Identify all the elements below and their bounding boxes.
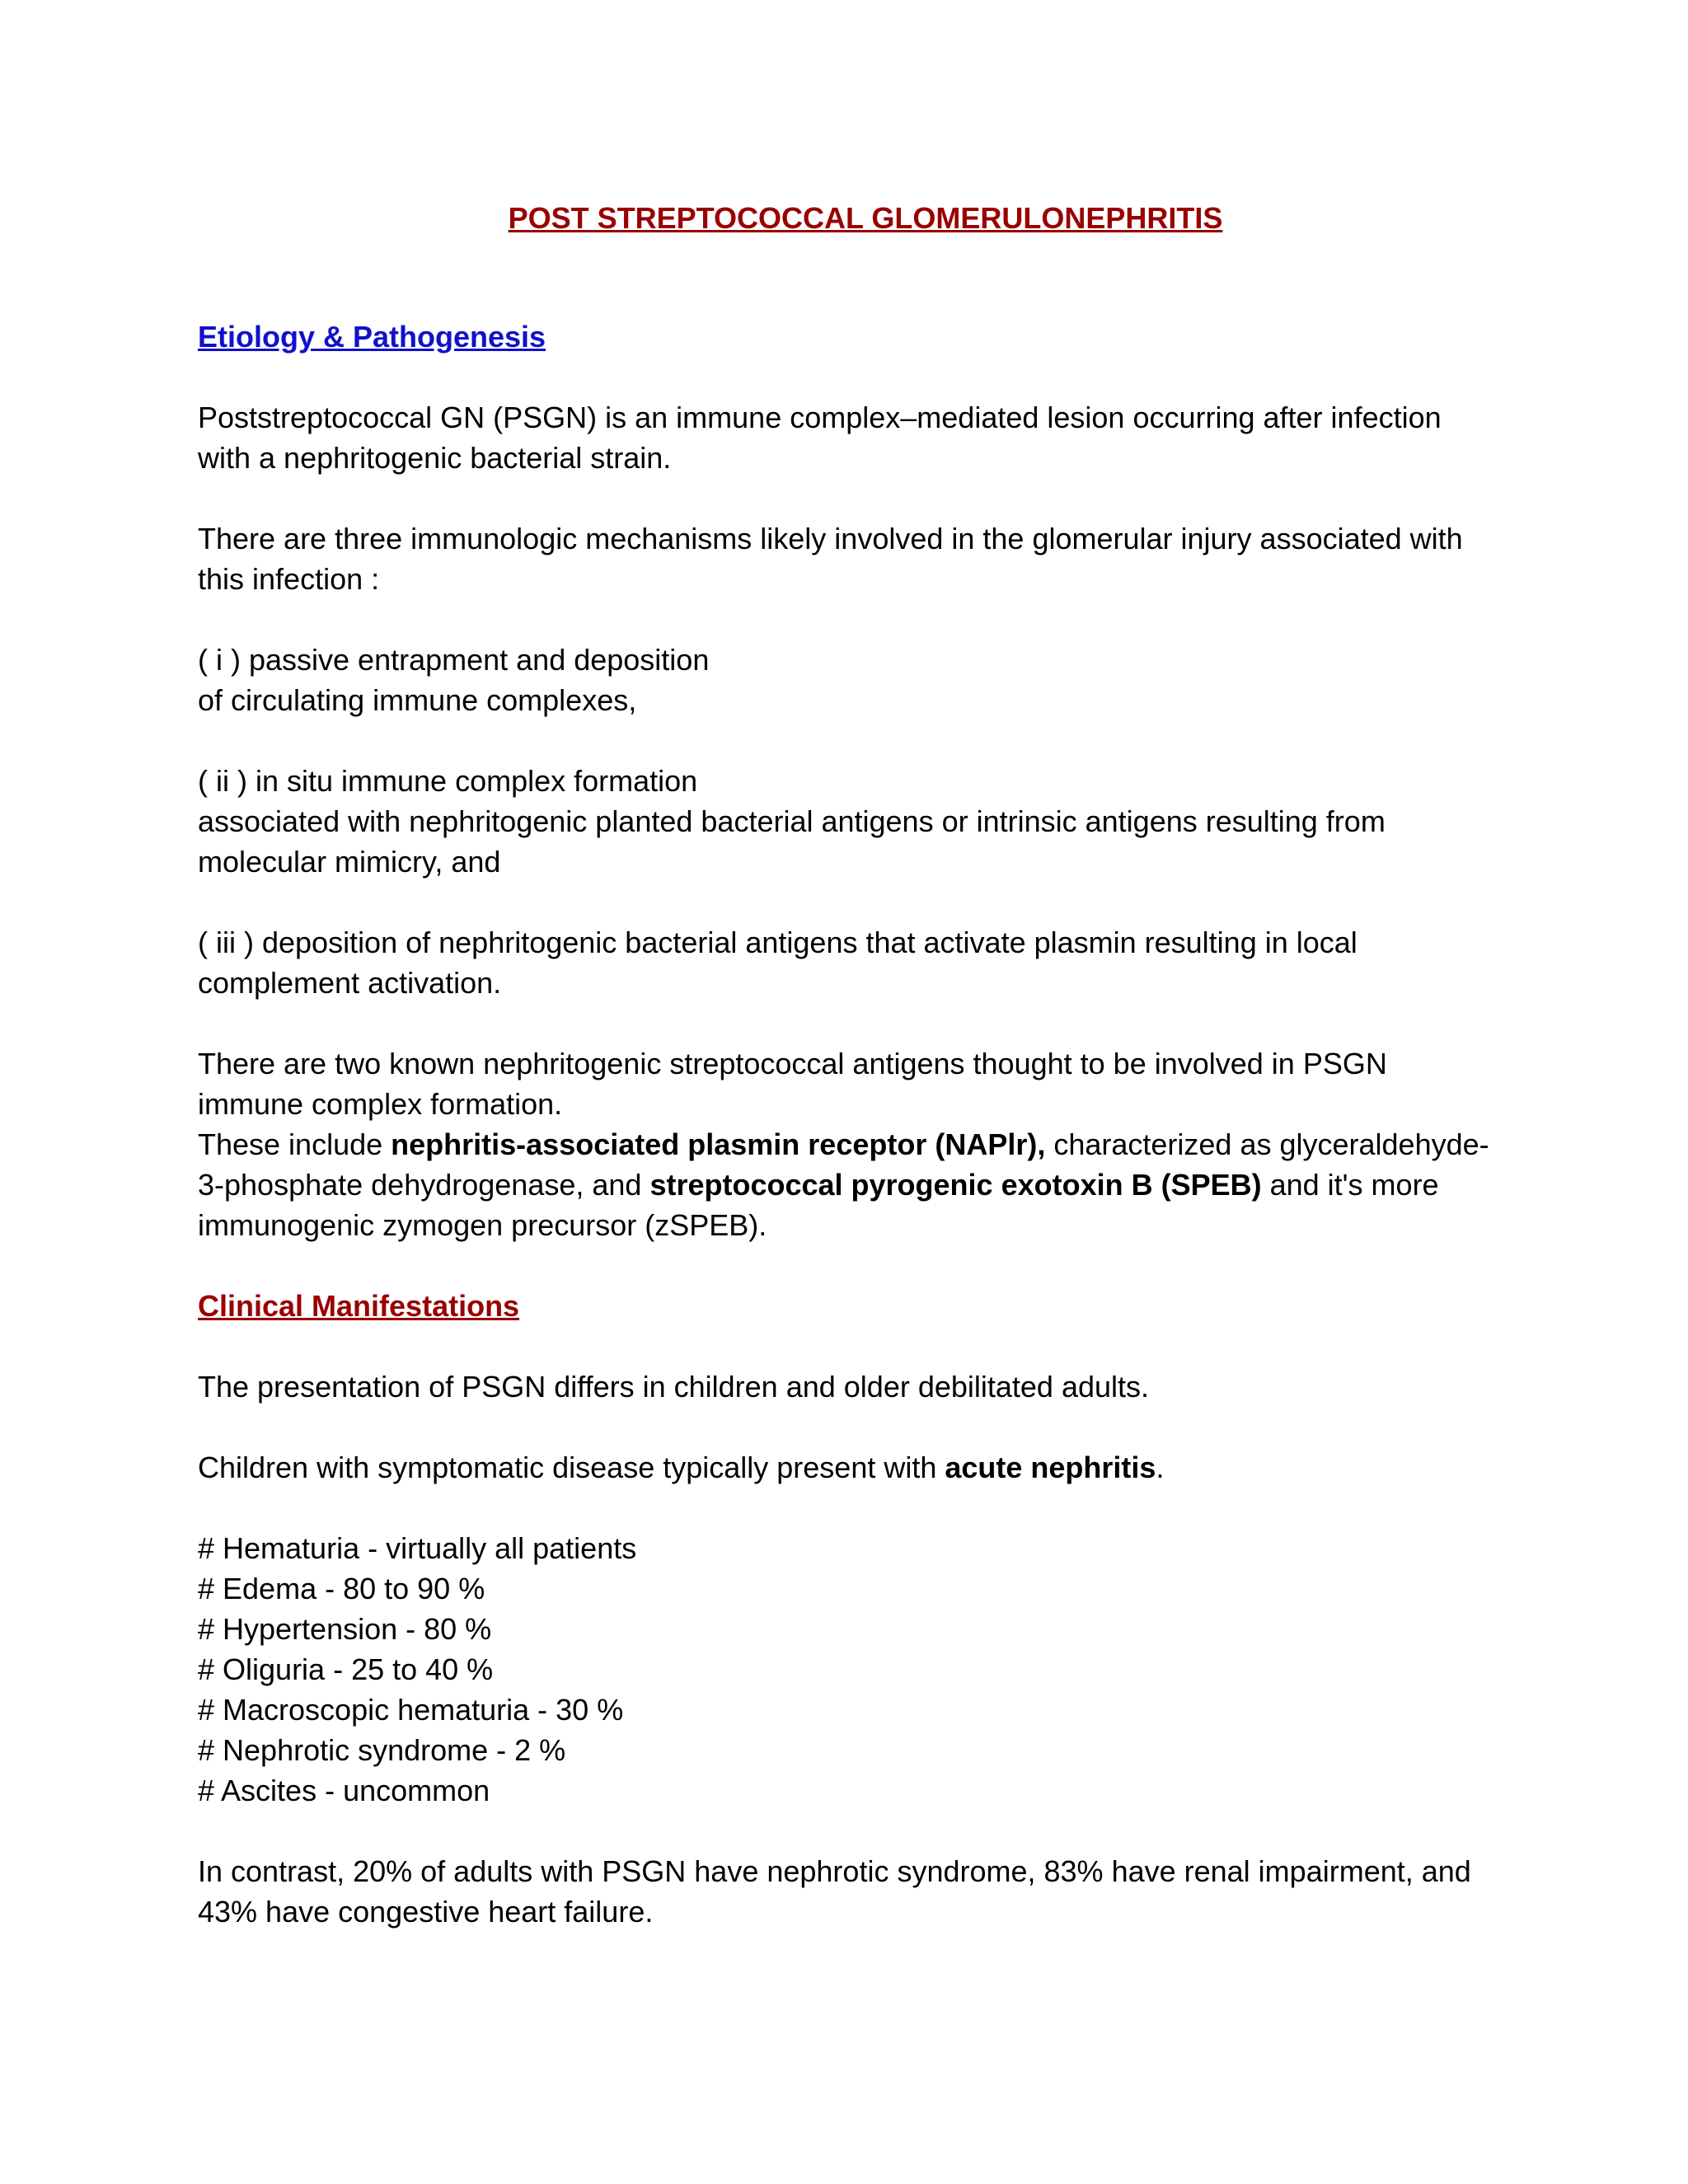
mechanism-2-text: associated with nephritogenic planted bacterial antigens or intrinsic antigens resulting from molecular mimicry, and xyxy=(198,804,1386,879)
list-item: # Nephrotic syndrome - 2 % xyxy=(198,1733,566,1767)
list-item: # Hypertension - 80 % xyxy=(198,1612,492,1646)
list-item: # Hematuria - virtually all patients xyxy=(198,1531,637,1565)
etiology-paragraph-1: Poststreptococcal GN (PSGN) is an immune complex–mediated lesion occurring after infection with a nephritogenic bacterial strain. xyxy=(198,401,1442,475)
mechanism-1-label: ( i ) passive entrapment and deposition xyxy=(198,643,710,677)
clinical-paragraph-2 xyxy=(198,1447,1500,1488)
antigen-speb: streptococcal pyrogenic exotoxin B (SPEB) xyxy=(649,1168,1262,1202)
clinical-p2-text-a: Children with symptomatic disease typically present with xyxy=(198,1451,945,1484)
list-item: # Oliguria - 25 to 40 % xyxy=(198,1652,494,1686)
clinical-paragraph-1: The presentation of PSGN differs in children and older debilitated adults. xyxy=(198,1370,1150,1404)
etiology-paragraph-2: There are three immunologic mechanisms likely involved in the glomerular injury associated with this infection : xyxy=(198,522,1463,596)
section-heading-etiology: Etiology & Pathogenesis xyxy=(198,320,546,354)
section-heading-clinical: Clinical Manifestations xyxy=(198,1289,520,1323)
list-item: # Macroscopic hematuria - 30 % xyxy=(198,1693,624,1727)
clinical-findings-list xyxy=(198,1528,1500,1811)
antigen-napl-r: nephritis-associated plasmin receptor (NAPlr), xyxy=(391,1127,1046,1161)
mechanism-1 xyxy=(198,640,1500,720)
antigens-text-e: and it's more immunogenic zymogen precursor (zSPEB). xyxy=(198,1168,1439,1242)
etiology-paragraph-3 xyxy=(198,1043,1500,1245)
mechanism-1-text: of circulating immune complexes, xyxy=(198,683,637,717)
mechanism-2-label: ( ii ) in situ immune complex formation xyxy=(198,764,698,798)
list-item: # Edema - 80 to 90 % xyxy=(198,1572,485,1605)
clinical-paragraph-3: In contrast, 20% of adults with PSGN have nephrotic syndrome, 83% have renal impairment, and 43% have congestive heart failure. xyxy=(198,1854,1471,1929)
mechanism-2 xyxy=(198,761,1500,882)
acute-nephritis-term: acute nephritis xyxy=(945,1451,1156,1484)
mechanism-3: ( iii ) deposition of nephritogenic bacterial antigens that activate plasmin resulting in local complement activation. xyxy=(198,926,1357,1000)
clinical-p2-text-c: . xyxy=(1156,1451,1165,1484)
antigens-text-a: These include xyxy=(198,1127,392,1161)
list-item: # Ascites - uncommon xyxy=(198,1774,490,1807)
document-title: POST STREPTOCOCCAL GLOMERULONEPHRITIS xyxy=(508,201,1223,235)
document-body xyxy=(198,198,1500,1972)
antigens-text-c: characterized as glyceraldehyde-3-phosphate dehydrogenase, and xyxy=(198,1127,1489,1202)
antigens-intro: There are two known nephritogenic streptococcal antigens thought to be involved in PSGN immune complex formation. xyxy=(198,1047,1387,1121)
